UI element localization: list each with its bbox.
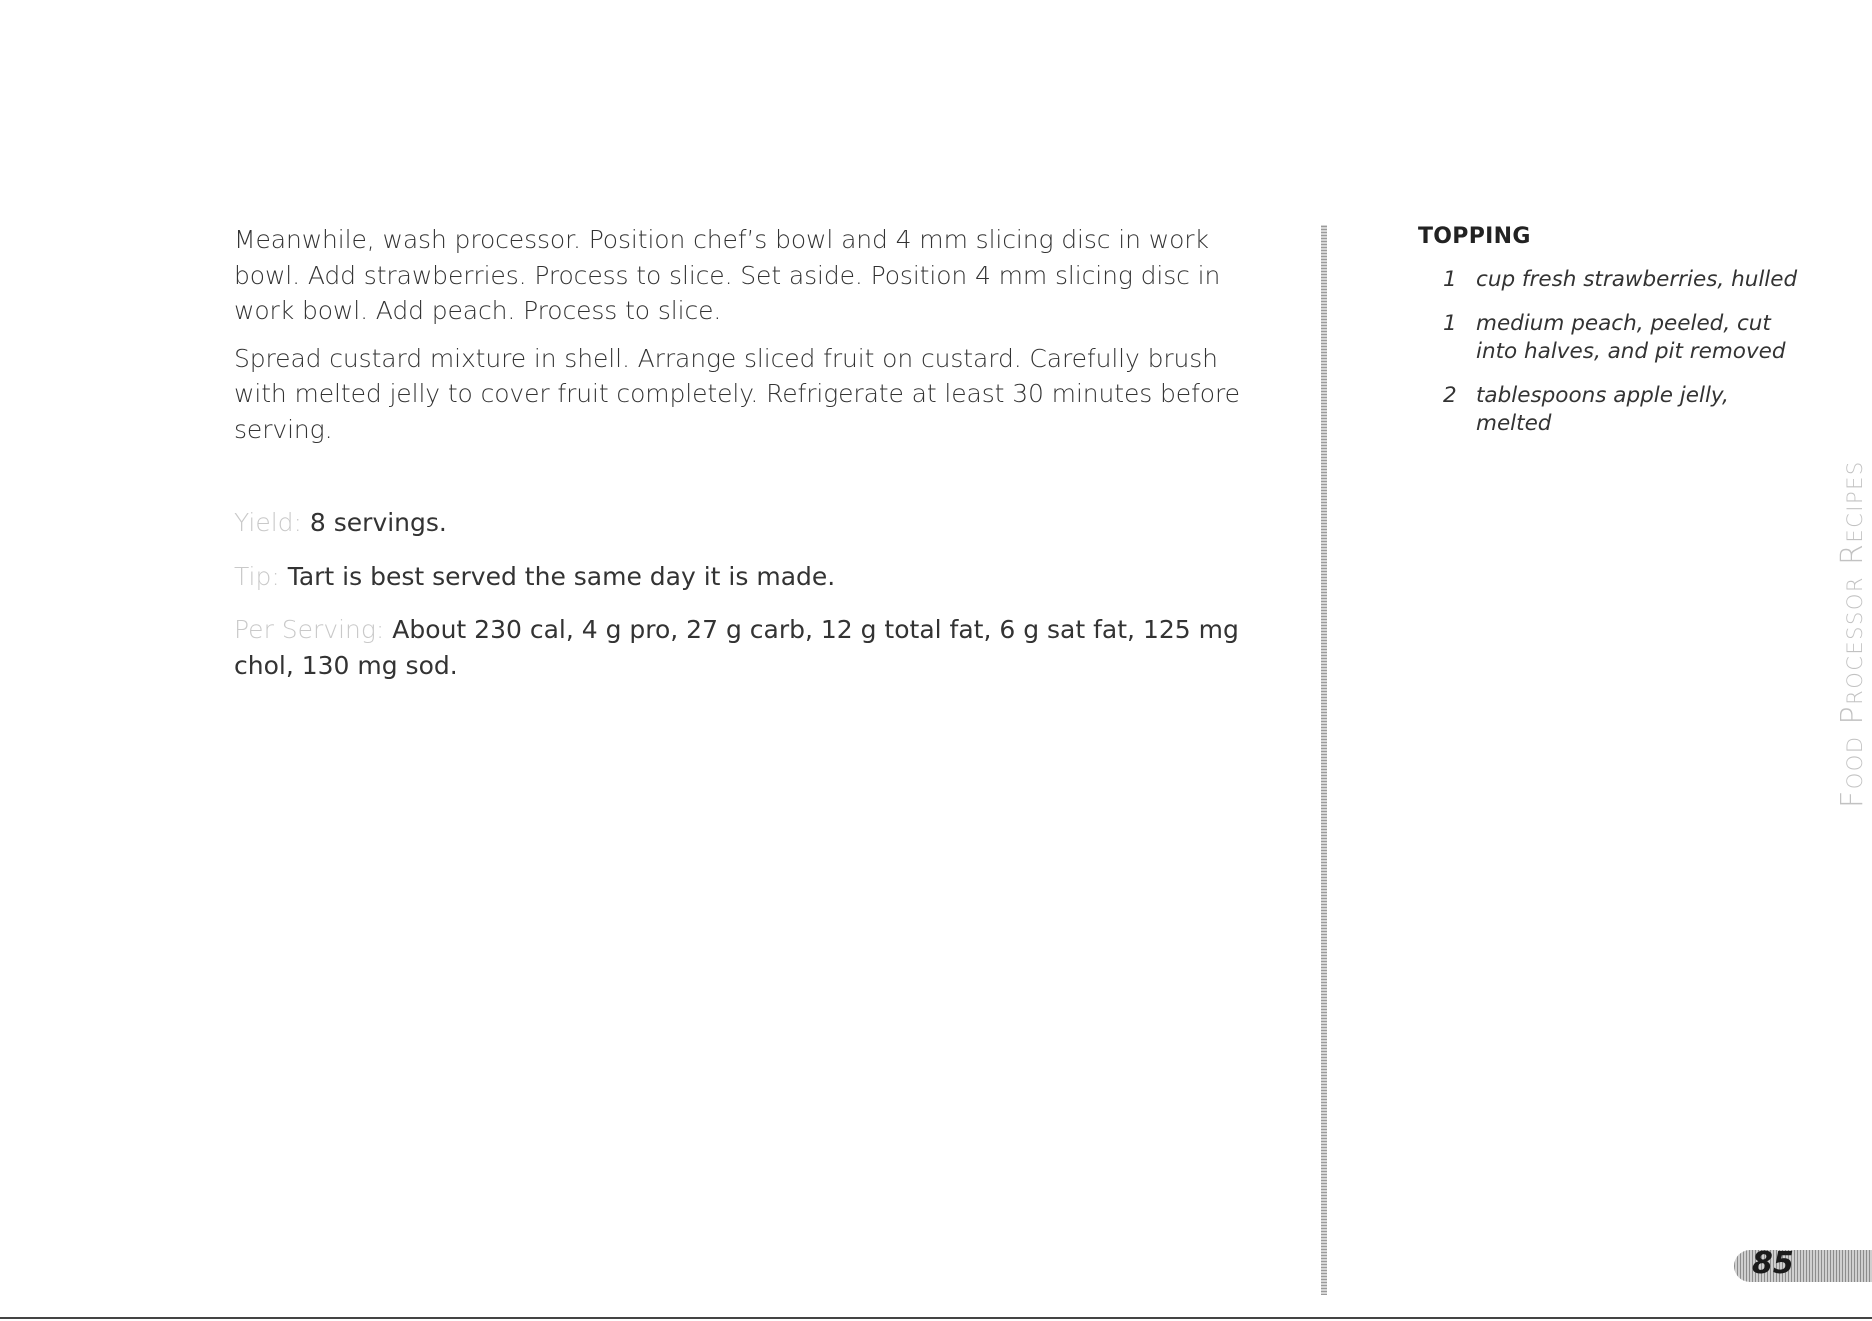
ingredient-quantity: 1	[1443, 311, 1457, 336]
per-serving-label: Per Serving:	[234, 615, 385, 644]
per-serving-note	[234, 612, 1244, 683]
ingredient-quantity: 2	[1443, 383, 1457, 408]
tip-text: Tart is best served the same day it is made.	[287, 561, 836, 591]
section-title-vertical: Food Processor Recipes	[1835, 460, 1870, 808]
instruction-paragraph-2: Spread custard mixture in shell. Arrange sliced fruit on custard. Carefully brush with melted jelly to cover fruit completely. Refrigerate at least 30 minutes before serving.	[234, 343, 1240, 444]
tip-label: Tip:	[234, 561, 280, 591]
recipe-notes	[234, 505, 1244, 683]
bottom-rule	[0, 1317, 1872, 1319]
topping-heading: TOPPING	[1418, 224, 1531, 249]
ingredient-quantity: 1	[1443, 267, 1457, 292]
yield-text: 8 servings.	[309, 508, 447, 537]
yield-note	[234, 505, 1244, 541]
yield-label: Yield:	[234, 508, 302, 537]
per-serving-text: About 230 cal, 4 g pro, 27 g carb, 12 g total fat, 6 g sat fat, 125 mg chol, 130 mg sod.	[234, 615, 1239, 680]
instruction-paragraph-1: Meanwhile, wash processor. Position chef’s bowl and 4 mm slicing disc in work bowl. Add strawberries. Process to slice. Set aside. Position 4 mm slicing disc in work bowl. Add peach. Process to slice.	[234, 225, 1221, 325]
ingredient-text: tablespoons apple jelly, melted	[1476, 383, 1729, 436]
page-number: 85	[1752, 1246, 1794, 1281]
column-divider	[1321, 225, 1327, 1295]
tip-note	[234, 559, 1244, 595]
ingredient-item	[1418, 266, 1798, 294]
ingredient-item	[1418, 310, 1798, 366]
ingredient-text: cup fresh strawberries, hulled	[1476, 267, 1798, 292]
instructions-column	[234, 222, 1244, 701]
ingredient-text: medium peach, peeled, cut into halves, and pit removed	[1476, 311, 1786, 364]
ingredients-column	[1418, 222, 1798, 454]
ingredient-item	[1418, 382, 1798, 438]
